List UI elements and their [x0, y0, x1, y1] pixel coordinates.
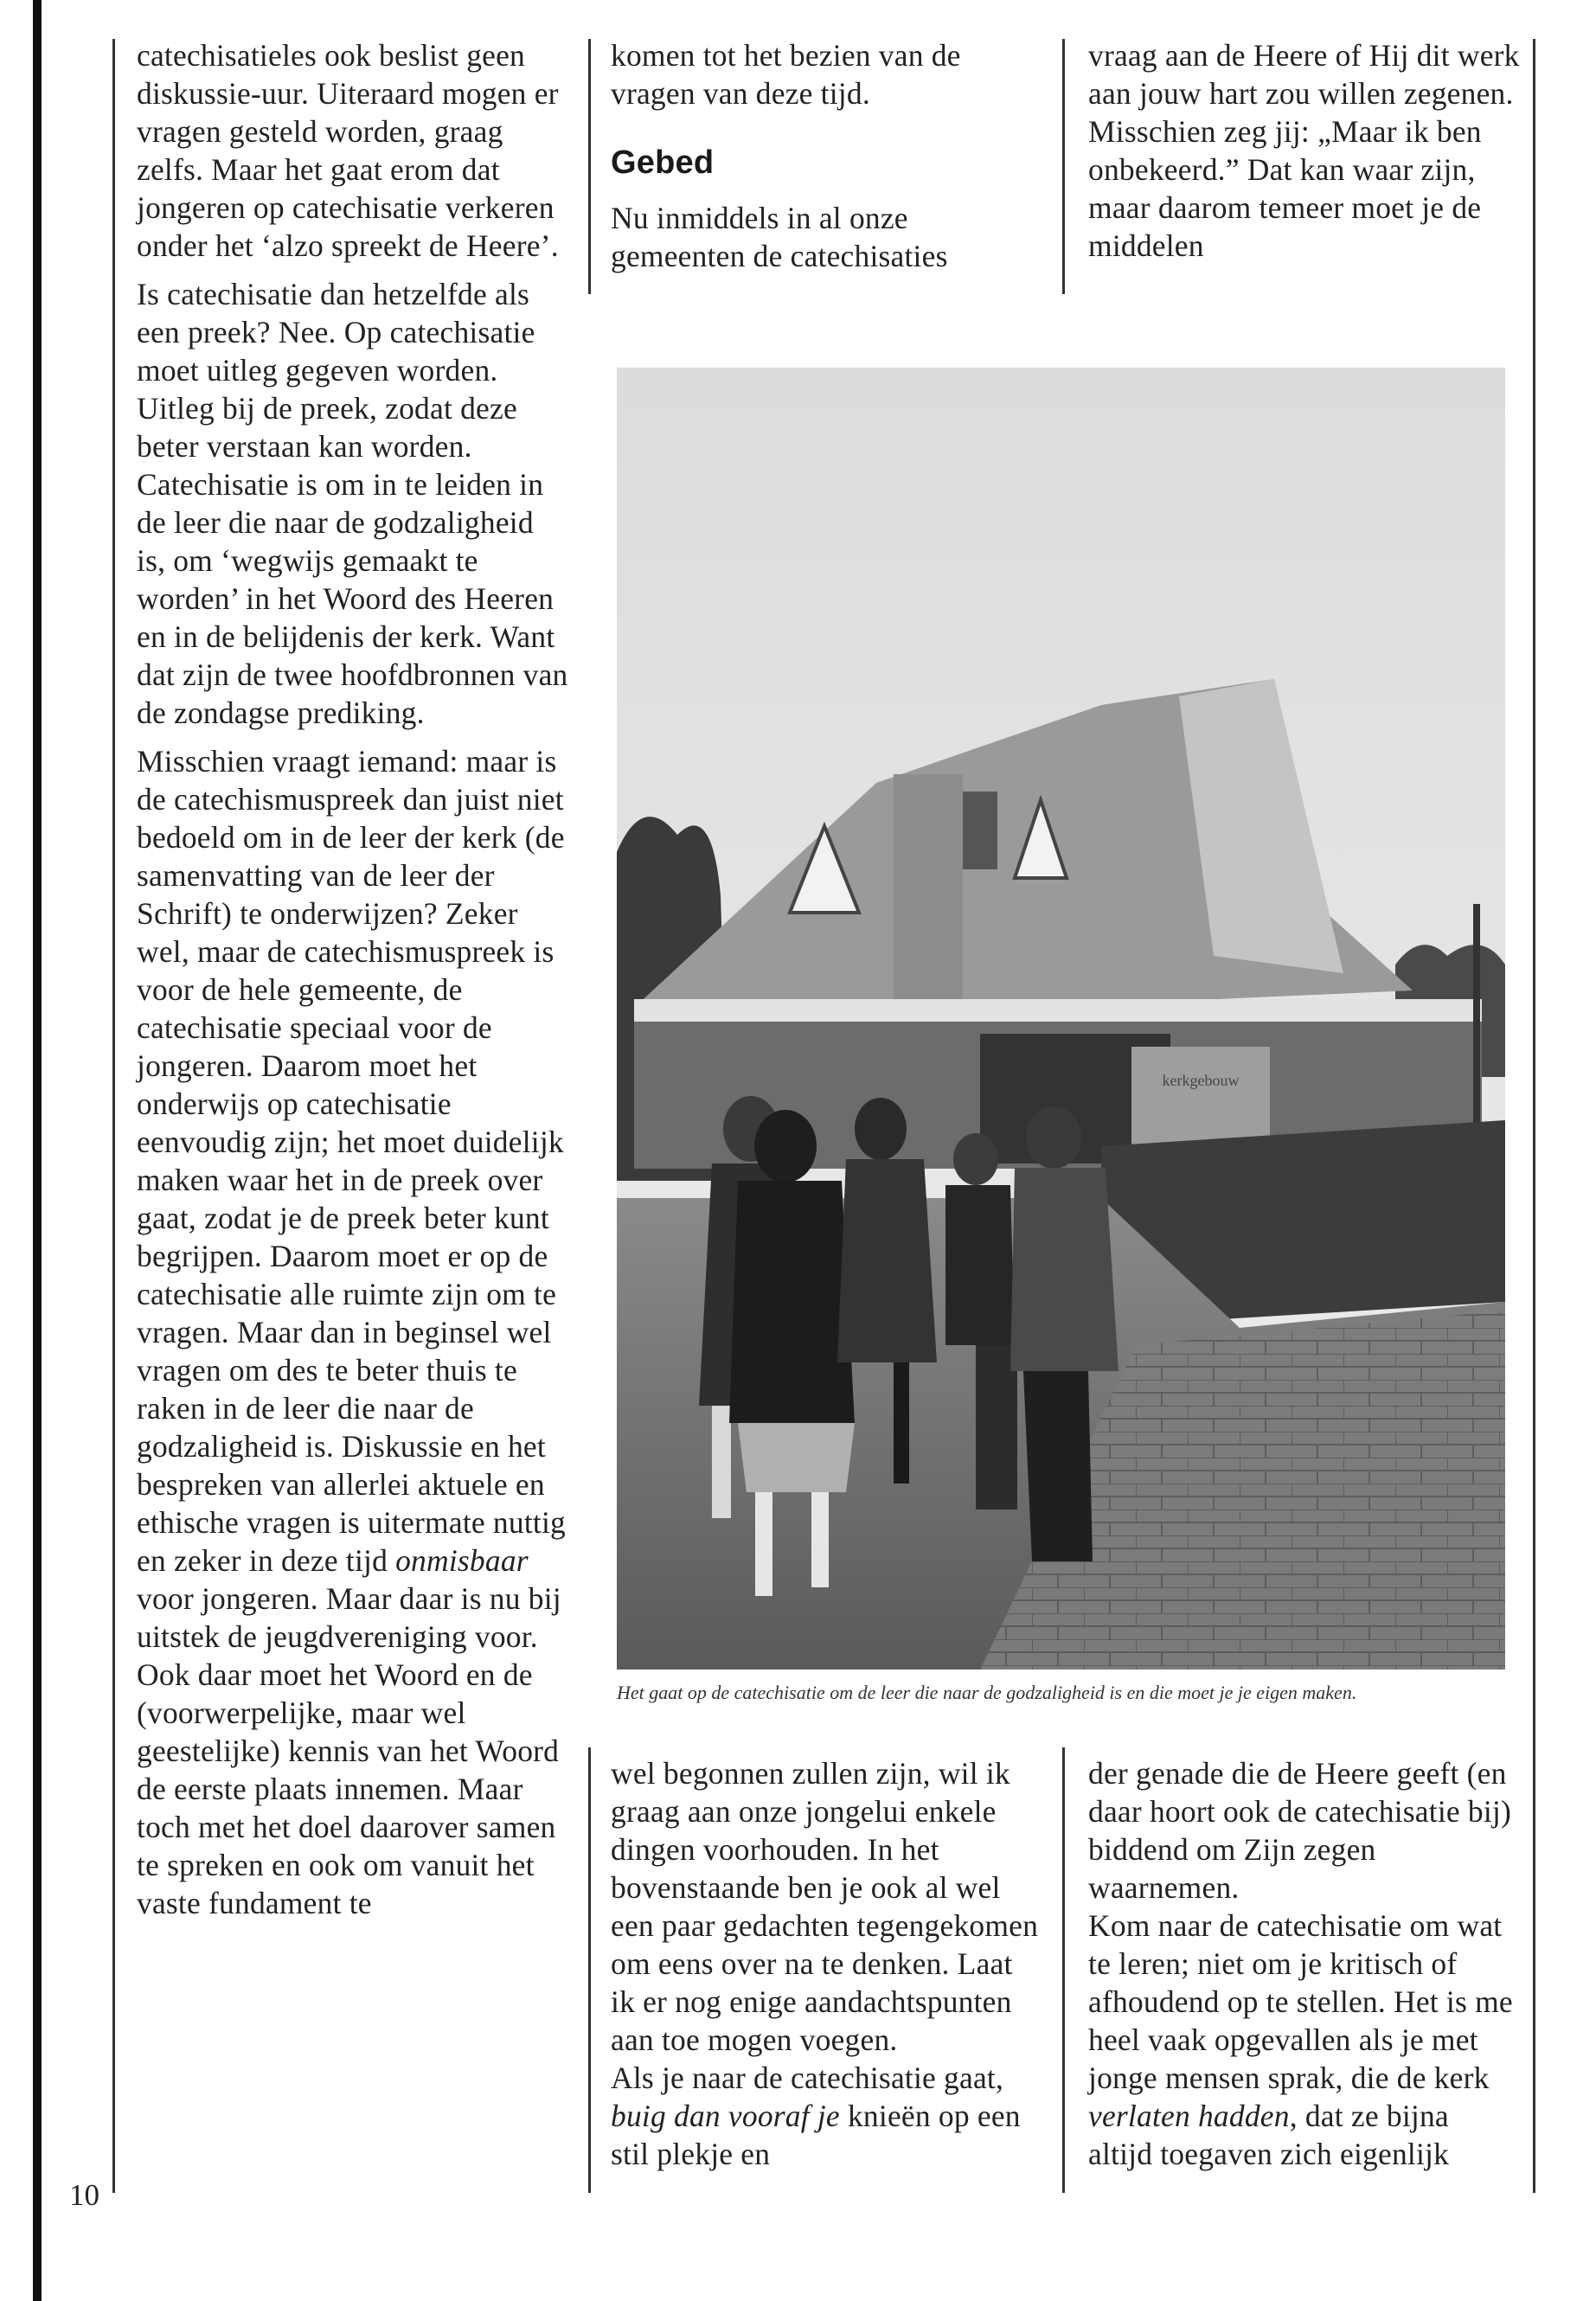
column-rule-center-bottom — [588, 1747, 591, 2193]
article-column-2-bottom — [611, 1754, 1043, 2173]
paragraph: Misschien zeg jij: „Maar ik ben onbekeerd.” Dat kan waar zijn, maar daarom temeer moet je de middelen — [1088, 114, 1482, 263]
paragraph: Als je naar de catechisatie gaat, buig dan vooraf je knieën op een stil plekje en — [611, 2061, 1021, 2171]
bell-opening — [963, 792, 997, 869]
column-rule-far-right — [1533, 39, 1535, 2193]
column-rule-right-top — [1062, 39, 1065, 294]
article-column-2-top — [611, 36, 1043, 275]
paragraph: Misschien vraagt iemand: maar is de catechismuspreek dan juist niet bedoeld om in de leer der kerk (de samenvatting van de leer der Schrift) te onderwijzen? Zeker wel, maar de catechismuspreek is voor de hele gemeente, de catechisatie speciaal voor de jongeren. Daarom moet het onderwijs op catechisatie eenvoudig zijn; het moet duidelijk maken waar het in de preek over gaat, zodat je de preek beter kunt begrijpen. Daarom moet er op de catechisatie alle ruimte zijn om te vragen. Maar dan in beginsel wel vragen om des te beter thuis te raken in de leer die naar de godzaligheid is. Diskussie en het bespreken van allerlei aktuele en ethische vragen is uitermate nuttig en zeker in deze tijd onmisbaar voor jongeren. Maar daar is nu bij uitstek de jeugdvereniging voor. Ook daar moet het Woord en de (voorwerpelijke, maar wel geestelijke) kennis van het Woord de eerste plaats innemen. Maar toch met het doel daarover samen te spreken en ook om vanuit het vaste fundament te — [137, 744, 566, 1920]
wall-sign-text: kerkgebouw — [1162, 1072, 1240, 1089]
photo-caption: Het gaat op de catechisatie om de leer die naar de godzaligheid is en die moet je je eigen maken. — [617, 1682, 1357, 1703]
article-column-3-bottom — [1088, 1754, 1521, 2173]
column-rule-left — [112, 39, 115, 2193]
column-rule-right-bottom — [1062, 1747, 1065, 2193]
paragraph: wel begonnen zullen zijn, wil ik graag aan onze jongelui enkele dingen voorhouden. In het bovenstaande ben je ook al wel een paar gedachten tegengekomen om eens over na te denken. Laat ik er nog enige aandachtspunten aan toe mogen voegen. — [611, 1756, 1039, 2057]
paragraph: vraag aan de Heere of Hij dit werk aan jouw hart zou willen zegenen. — [1088, 38, 1520, 111]
church-photo — [617, 368, 1505, 1670]
page-number: 10 — [69, 2178, 99, 2212]
paragraph: Nu inmiddels in al onze gemeenten de catechisaties — [611, 201, 948, 273]
paragraph: Kom naar de catechisatie om wat te leren; niet om je kritisch of afhoudend op te stellen. Het is me heel vaak opgevallen als je met jonge mensen sprak, die de kerk verlaten hadden, dat ze bijna altijd toegaven zich eigenlijk — [1088, 1908, 1513, 2171]
eaves — [634, 999, 1482, 1022]
paragraph: Is catechisatie dan hetzelfde als een preek? Nee. Op catechisatie moet uitleg gegeven worden. Uitleg bij de preek, zodat deze beter verstaan kan worden. Catechisatie is om in te leiden in de leer die naar de godzaligheid is, om ‘wegwijs gemaakt te worden’ in het Woord des Heeren en in de belijdenis der kerk. Want dat zijn de twee hoofdbronnen van de zondagse prediking. — [137, 277, 568, 730]
article-column-3-top — [1088, 36, 1521, 265]
page-edge-bar — [33, 0, 42, 2301]
section-heading: Gebed — [611, 144, 715, 181]
column-rule-center-top — [588, 39, 591, 294]
paragraph: komen tot het bezien van de vragen van deze tijd. — [611, 38, 961, 111]
paragraph: der genade die de Heere geeft (en daar hoort ook de catechisatie bij) biddend om Zijn zegen waarnemen. — [1088, 1756, 1512, 1905]
paragraph: catechisatieles ook beslist geen diskussie-uur. Uiteraard mogen er vragen gesteld worden, graag zelfs. Maar het gaat erom dat jongeren op catechisatie verkeren onder het ‘alzo spreekt de Heere’. — [137, 38, 559, 263]
article-column-1 — [137, 36, 569, 1922]
wall-sign — [1131, 1047, 1270, 1150]
